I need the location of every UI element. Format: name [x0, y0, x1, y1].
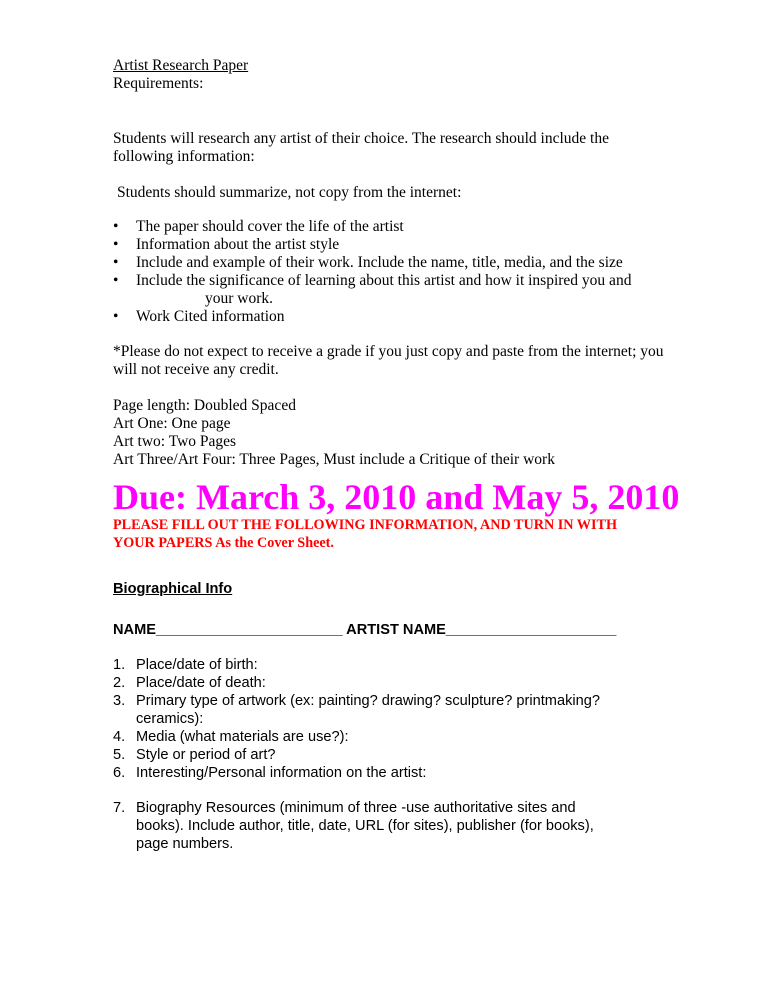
length-line: Art two: Two Pages	[113, 433, 237, 450]
intro-line: following information:	[113, 148, 255, 165]
length-line: Page length: Doubled Spaced	[113, 397, 296, 414]
instruction-line: PLEASE FILL OUT THE FOLLOWING INFORMATION, AND TURN IN WITH	[113, 517, 618, 533]
instruction-line: YOUR PAPERS As the Cover Sheet.	[113, 535, 334, 551]
length-line: Art Three/Art Four: Three Pages, Must include a Critique of their work	[113, 451, 555, 468]
name-fields: NAME_______________________ ARTIST NAME_____________________	[113, 622, 617, 638]
bio-heading: Biographical Info	[113, 581, 233, 597]
intro-line: Students will research any artist of their choice. The research should include the	[113, 130, 609, 147]
doc-title: Artist Research Paper	[113, 57, 249, 74]
due-date-heading: Due: March 3, 2010 and May 5, 2010	[113, 477, 680, 517]
document-page: Artist Research Paper Requirements: Students will research any artist of their choice. The research should include the following information: Students should summarize, not copy from the internet: • The paper should cover the life of the artist • Information about the artist style • Include and example of their work. Include the name, title, media, and the size • Include the significance of learning about this artist and how it inspired you and your work. • Work Cited information *Please do not expect to receive a grade if you just copy and paste from the internet; you will not receive any credit. Page length: Doubled Spaced Art One: One page Art two: Two Pages Art Three/Art Four: Three Pages, Must include a Critique of their work Due: March 3, 2010 and May 5, 2010 PLEASE FILL OUT THE FOLLOWING INFORMATION, AND TURN IN WITH YOUR PAPERS As the Cover Sheet. Biographical Info NAME_______________________ ARTIST NAME_____________________ 1. Place/date of birth: 2. Place/date of death: 3. Primary type of artwork (ex: painting? drawing? sculpture? printmaking? ceramics): 4. Media (what materials are use?): 5. Style or period of art? 6. Interesting/Personal information on the artist: 7. Biography Resources (minimum of three -use authoritative sites and books). Include author, title, date, URL (for sites), publisher (for books), page numbers.	[0, 0, 768, 994]
bullet-continuation: your work.	[205, 290, 274, 307]
summarize-note: Students should summarize, not copy from the internet:	[117, 184, 462, 201]
length-line: Art One: One page	[113, 415, 231, 432]
warning-line: *Please do not expect to receive a grade if you just copy and paste from the internet; you	[113, 343, 664, 360]
requirements-label: Requirements:	[113, 75, 204, 92]
warning-line: will not receive any credit.	[113, 361, 279, 378]
